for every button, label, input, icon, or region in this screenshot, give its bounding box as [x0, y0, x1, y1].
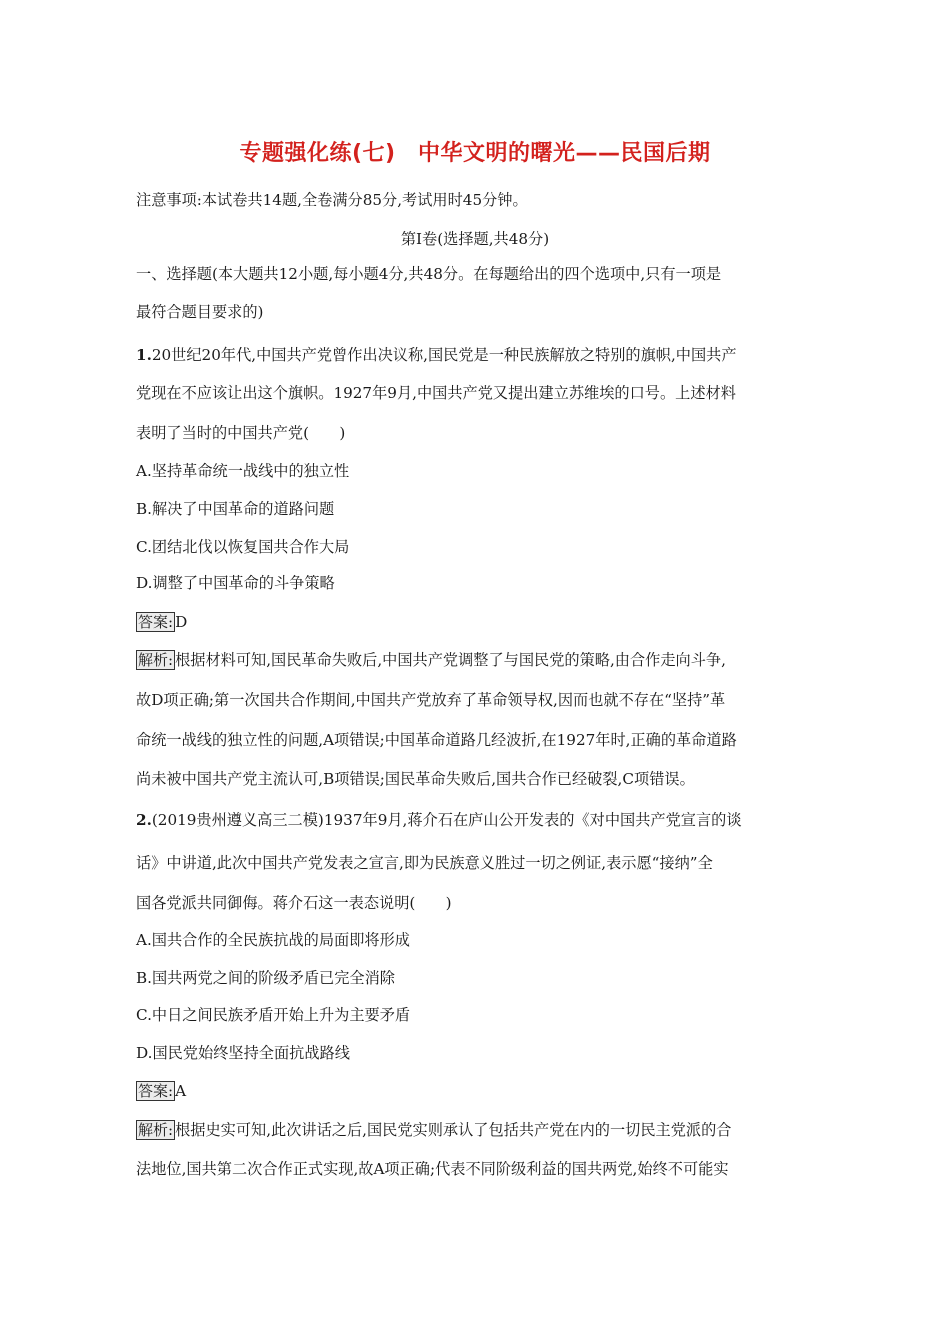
q1-analysis-label: 解析: [138, 651, 174, 669]
q1-analysis-line-4: 尚未被中国共产党主流认可,B项错误;国民革命失败后,国共合作已经破裂,C项错误。 [136, 770, 695, 788]
q1-answer-label: 答案: [138, 613, 174, 631]
q1-analysis-line-1 [136, 650, 726, 670]
q1-number: 1. [136, 346, 152, 364]
q2-stem-line-1 [136, 810, 742, 830]
q1-stem-line-2: 党现在不应该让出这个旗帜。1927年9月,中国共产党又提出建立苏维埃的口号。上述材料 [136, 384, 736, 402]
q1-analysis-line-2: 故D项正确;第一次国共合作期间,中国共产党放弃了革命领导权,因而也就不存在“坚持”革 [136, 691, 726, 709]
q2-option-b: B.国共两党之间的阶级矛盾已完全消除 [136, 969, 395, 987]
section-title: 第Ⅰ卷(选择题,共48分) [400, 230, 550, 248]
q1-analysis-line-3: 命统一战线的独立性的问题,A项错误;中国革命道路几经波折,在1927年时,正确的革命道路 [136, 731, 737, 749]
q2-stem-text-1: (2019贵州遵义高三二模)1937年9月,蒋介石在庐山公开发表的《对中国共产党宣言的谈 [151, 811, 742, 829]
q1-answer [136, 612, 187, 632]
q2-analysis-line-2: 法地位,国共第二次合作正式实现,故A项正确;代表不同阶级利益的国共两党,始终不可能实 [136, 1160, 729, 1178]
q1-option-c: C.团结北伐以恢复国共合作大局 [136, 538, 350, 556]
q1-option-a: A.坚持革命统一战线中的独立性 [136, 462, 350, 480]
q2-option-a: A.国共合作的全民族抗战的局面即将形成 [136, 931, 410, 949]
notice-text: 注意事项:本试卷共14题,全卷满分85分,考试用时45分钟。 [136, 191, 528, 209]
q2-answer-label: 答案: [138, 1082, 174, 1100]
q1-option-d: D.调整了中国革命的斗争策略 [136, 574, 335, 592]
q2-stem-line-3: 国各党派共同御侮。蒋介石这一表态说明( ) [136, 894, 452, 912]
q2-analysis-line-1 [136, 1120, 731, 1140]
q2-analysis-text-1: 根据史实可知,此次讲话之后,国民党实则承认了包括共产党在内的一切民主党派的合 [175, 1121, 732, 1139]
q1-analysis-text-1: 根据材料可知,国民革命失败后,中国共产党调整了与国民党的策略,由合作走向斗争, [175, 651, 726, 669]
q1-stem-text-1: 20世纪20年代,中国共产党曾作出决议称,国民党是一种民族解放之特别的旗帜,中国共产 [151, 346, 737, 364]
q2-option-d: D.国民党始终坚持全面抗战路线 [136, 1044, 350, 1062]
page-title: 专题强化练(七) 中华文明的曙光——民国后期 [239, 141, 711, 166]
instructions-line-2: 最符合题目要求的) [136, 303, 264, 321]
q1-stem-line-3: 表明了当时的中国共产党( ) [136, 424, 346, 442]
q1-stem-line-1 [136, 345, 737, 365]
instructions-line-1: 一、选择题(本大题共12小题,每小题4分,共48分。在每题给出的四个选项中,只有一项是 [136, 265, 722, 283]
q2-stem-line-2: 话》中讲道,此次中国共产党发表之宣言,即为民族意义胜过一切之例证,表示愿“接纳”全 [136, 854, 713, 872]
q1-option-b: B.解决了中国革命的道路问题 [136, 500, 335, 518]
q1-answer-value: D [175, 613, 188, 631]
q2-answer [136, 1081, 186, 1101]
q2-number: 2. [136, 811, 152, 829]
q2-analysis-label: 解析: [138, 1121, 174, 1139]
q2-option-c: C.中日之间民族矛盾开始上升为主要矛盾 [136, 1006, 411, 1024]
q2-answer-value: A [175, 1082, 187, 1100]
